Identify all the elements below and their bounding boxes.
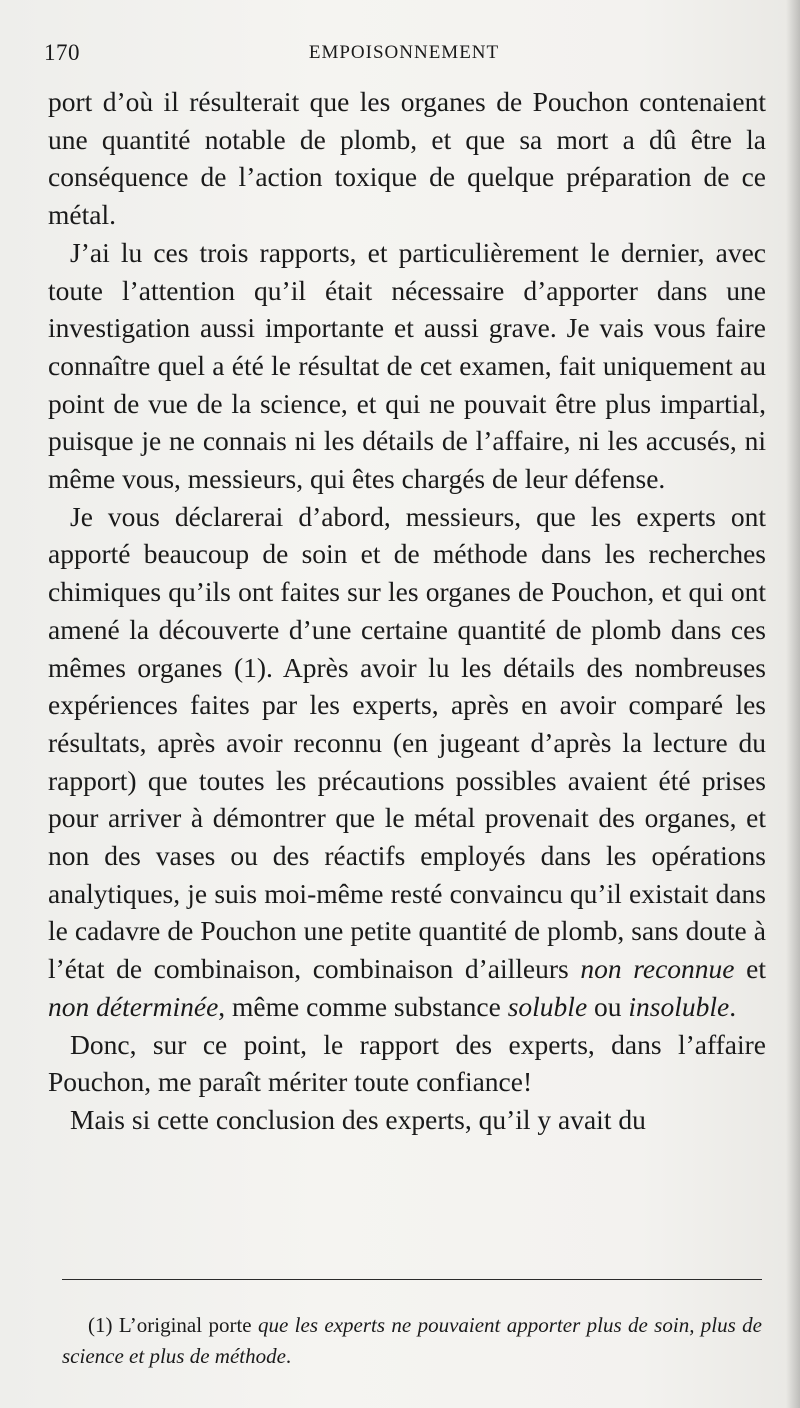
page-spine-shadow xyxy=(786,0,800,1408)
paragraph-3-text-mid-2: , même comme substance xyxy=(218,990,501,1022)
paragraph-1: port d’où il résulterait que les organes de Pouchon contenaient une quantité notable de plomb, et que sa mort a dû être la conséquence de l’action toxique de quelque préparation de ce métal. xyxy=(48,86,766,231)
body-text xyxy=(48,83,766,1139)
paragraph-4: Donc, sur ce point, le rapport des experts, dans l’affaire Pouchon, me paraît mériter toute confiance! xyxy=(48,1028,766,1098)
italic-soluble: soluble xyxy=(507,990,588,1022)
page-number: 170 xyxy=(44,40,80,65)
page-header xyxy=(44,40,764,74)
paragraph-2: J’ai lu ces trois rapports, et particulièrement le dernier, avec toute l’attention qu’il était nécessaire d’apporter dans une investigation aussi importante et aussi grave. Je vais vous faire connaître quel a été le résultat de cet examen, fait uniquement au point de vue de la science, et qui ne pouvait être plus impartial, puisque je ne connais ni les détails de l’affaire, ni les accusés, ni même vous, messieurs, qui êtes chargés de leur défense. xyxy=(48,236,766,495)
paragraph-3-text-mid-1: et xyxy=(746,953,766,985)
italic-non-determinee: non déterminée xyxy=(48,990,219,1022)
footnote xyxy=(62,1310,762,1372)
paragraph-3-text: Je vous déclarerai d’abord, messieurs, que les experts ont apporté beaucoup de soin et de méthode dans les recherches chimiques qu’ils ont faites sur les organes de Pouchon, et qui ont amené la découverte d’une certaine quantité de plomb dans ces mêmes organes (1). Après avoir lu les détails des nombreuses expériences faites par les experts, après en avoir comparé les résultats, après avoir reconnu (en jugeant d’après la lecture du rapport) que toutes les précautions possibles avaient été prises pour arriver à démontrer que le métal provenait des organes, et non des vases ou des réactifs employés dans les opérations analytiques, je suis moi-même resté convaincu qu’il existait dans le cadavre de Pouchon une petite quantité de plomb, sans doute à l’état de combinaison, combinaison d’ailleurs xyxy=(48,500,766,985)
footnote-italic-quote: que les experts ne pouvaient apporter plus de soin, plus de science et plus de méthode xyxy=(62,1313,763,1368)
paragraph-5: Mais si cette conclusion des experts, qu’il y avait du xyxy=(70,1103,646,1135)
italic-insoluble: insoluble xyxy=(628,990,730,1022)
footnote-marker: (1) xyxy=(88,1313,113,1337)
footnote-text: L’original porte xyxy=(118,1313,252,1337)
italic-non-reconnue: non reconnue xyxy=(580,953,735,985)
paragraph-3-text-end: . xyxy=(729,990,737,1022)
footnote-text-end: . xyxy=(285,1344,292,1368)
paragraph-3 xyxy=(48,498,766,1026)
paragraph-3-text-mid-3: ou xyxy=(594,990,622,1022)
running-title: EMPOISONNEMENT xyxy=(308,42,500,63)
footnote-divider xyxy=(62,1279,762,1280)
